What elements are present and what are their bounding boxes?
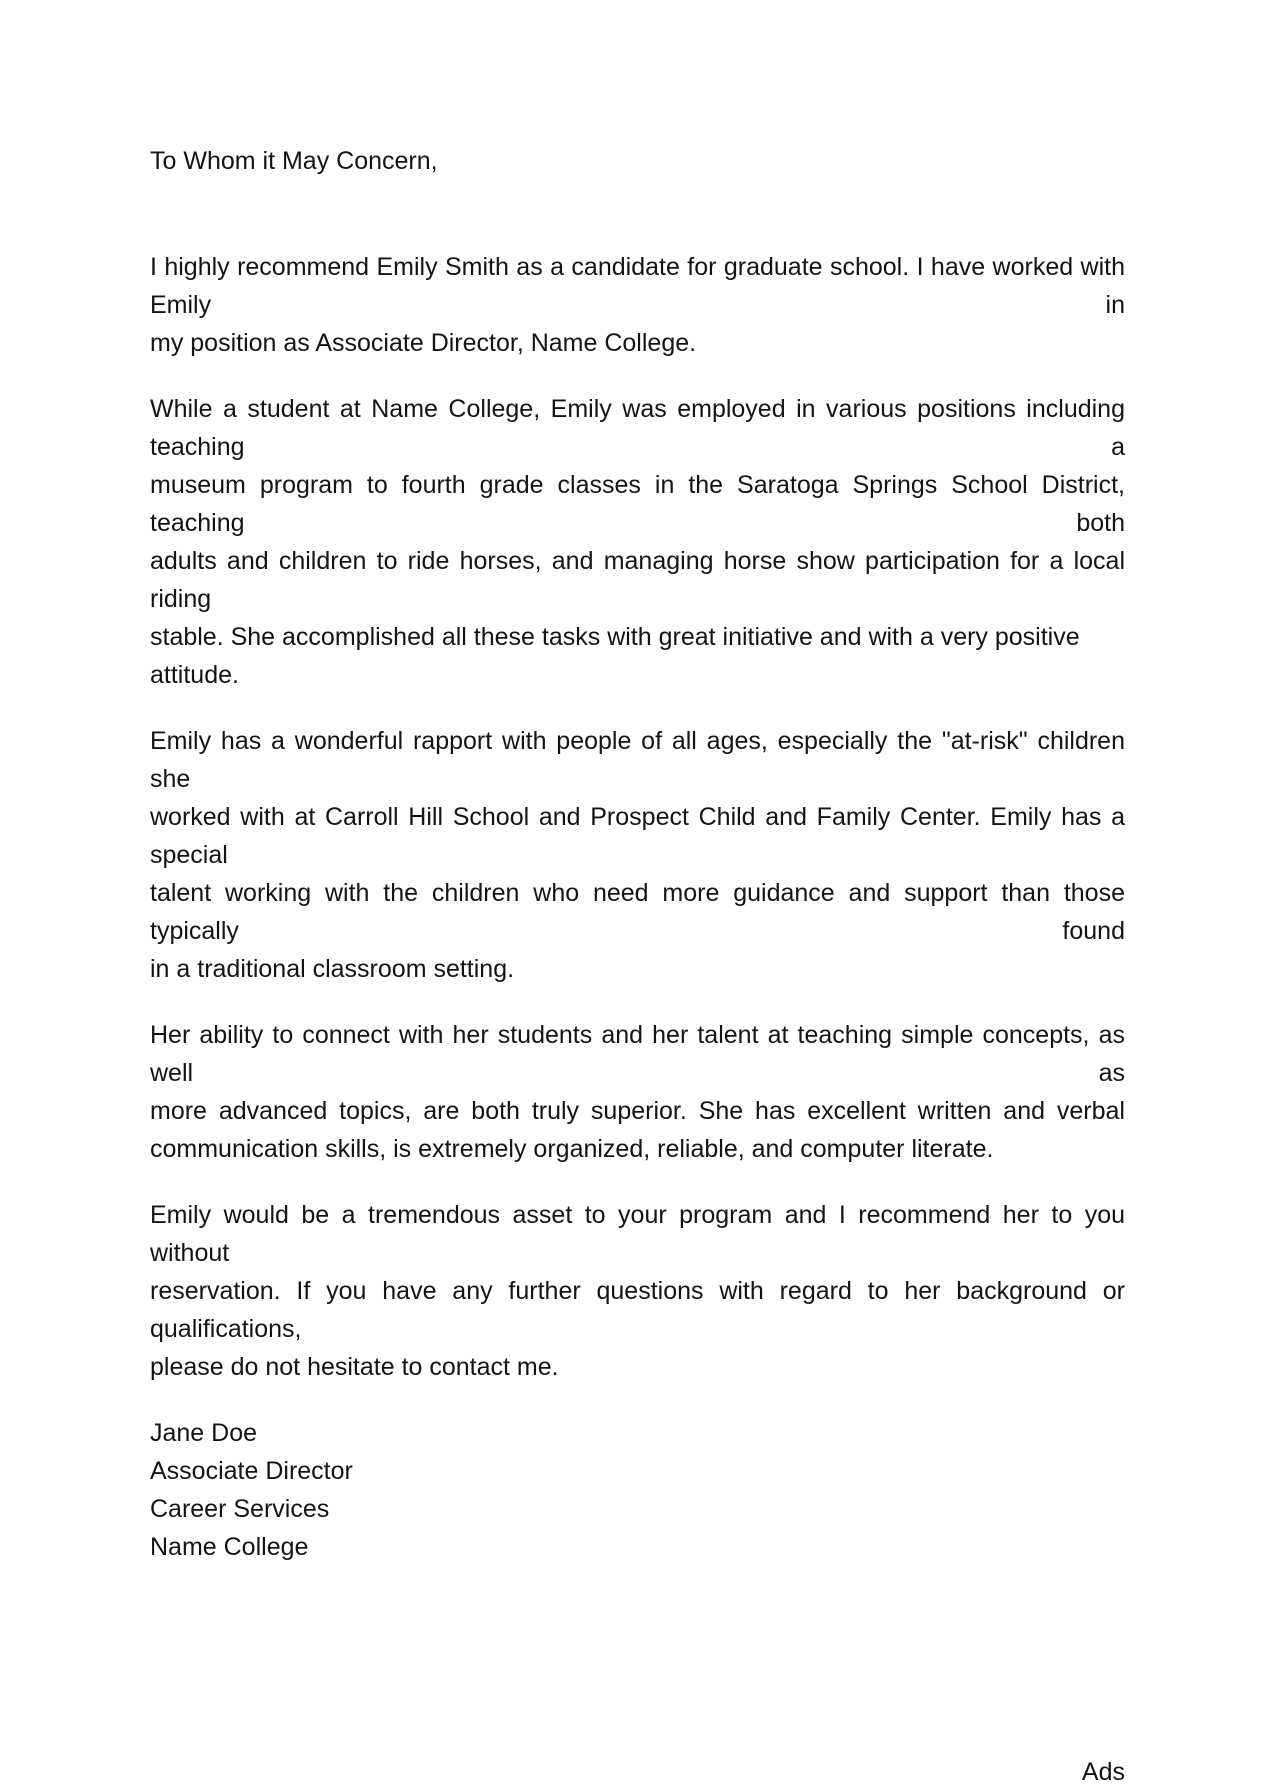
text-line: adults and children to ride horses, and managing horse show participation for a local riding [150,547,1125,613]
text-line: in a traditional classroom setting. [150,955,515,983]
text-line: reservation. If you have any further questions with regard to her background or qualifications, [150,1277,1125,1343]
text-line: worked with at Carroll Hill School and Prospect Child and Family Center. Emily has a special [150,803,1125,869]
text-line: my position as Associate Director, Name College. [150,329,697,357]
paragraph [150,722,1125,988]
signature-line: Name College [150,1533,309,1561]
signature-line: Associate Director [150,1457,353,1485]
text-line: Emily would be a tremendous asset to your program and I recommend her to you without [150,1201,1125,1267]
text-line: museum program to fourth grade classes in the Saratoga Springs School District, teaching both [150,471,1125,537]
ads-label: Ads [1081,1758,1125,1786]
text-line: I highly recommend Emily Smith as a candidate for graduate school. I have worked with Emily in [150,253,1125,319]
signature-line: Jane Doe [150,1419,258,1447]
text-line: Her ability to connect with her students and her talent at teaching simple concepts, as well as [150,1021,1125,1087]
text-line: While a student at Name College, Emily was employed in various positions including teaching a [150,395,1125,461]
paragraph [150,390,1125,694]
text-line: communication skills, is extremely organized, reliable, and computer literate. [150,1135,994,1163]
paragraph [150,248,1125,362]
letter-body [150,248,1125,1386]
paragraph [150,1196,1125,1386]
signature-block [150,1414,1125,1566]
text-line: stable. She accomplished all these tasks with great initiative and with a very positive attitude. [150,623,1080,689]
text-line: more advanced topics, are both truly superior. She has excellent written and verbal [150,1097,1125,1125]
text-line: talent working with the children who need more guidance and support than those typically found [150,879,1125,945]
signature-line: Career Services [150,1495,330,1523]
salutation: To Whom it May Concern, [150,147,438,175]
text-line: Emily has a wonderful rapport with people of all ages, especially the "at-risk" children she [150,727,1125,793]
text-line: please do not hesitate to contact me. [150,1353,559,1381]
paragraph [150,1016,1125,1168]
